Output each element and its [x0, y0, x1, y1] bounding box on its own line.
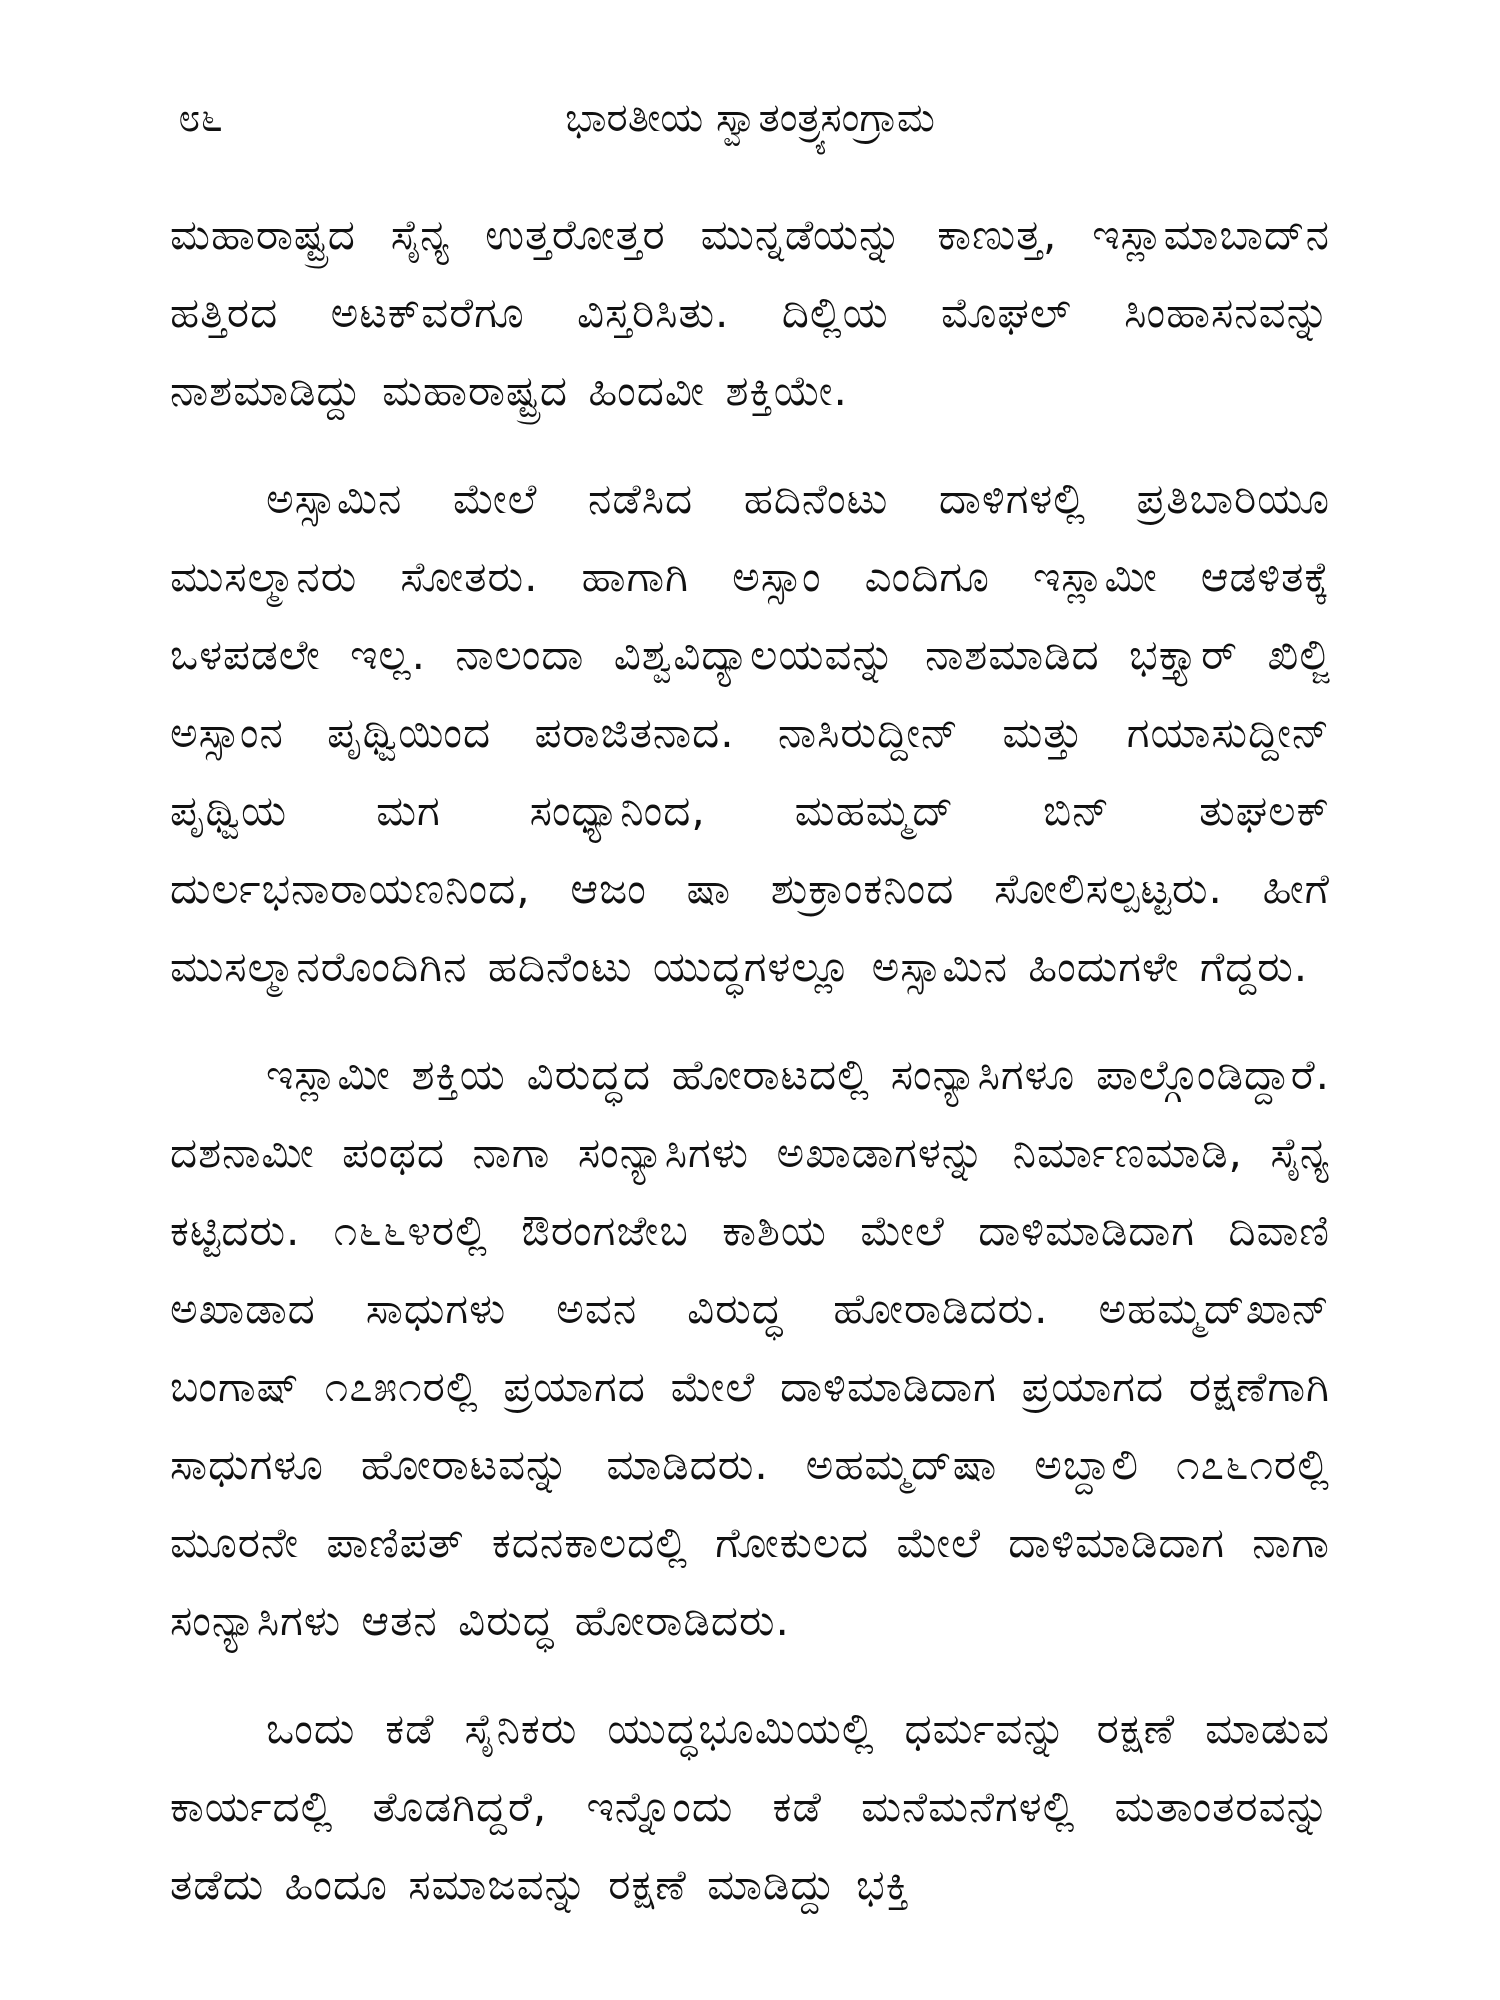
running-header [170, 88, 1330, 148]
paragraph-1: ಮಹಾರಾಷ್ಟ್ರದ ಸೈನ್ಯ ಉತ್ತರೋತ್ತರ ಮುನ್ನಡೆಯನ್ನು ಕಾಣುತ್ತ, ಇಸ್ಲಾಮಾಬಾದ್‌ನ ಹತ್ತಿರದ ಅಟಕ್‌ವರೆಗೂ ವಿಸ್ತರಿಸಿತು. ದಿಲ್ಲಿಯ ಮೊಘಲ್ ಸಿಂಹಾಸನವನ್ನು ನಾಶಮಾಡಿದ್ದು ಮಹಾರಾಷ್ಟ್ರದ ಹಿಂದವೀ ಶಕ್ತಿಯೇ. [170, 210, 1330, 415]
running-title: ಭಾರತೀಯ ಸ್ವಾತಂತ್ರ್ಯಸಂಗ್ರಾಮ [565, 95, 935, 141]
paragraph-3: ಇಸ್ಲಾಮೀ ಶಕ್ತಿಯ ವಿರುದ್ಧದ ಹೋರಾಟದಲ್ಲಿ ಸಂನ್ಯಾಸಿಗಳೂ ಪಾಲ್ಗೊಂಡಿದ್ದಾರೆ. ದಶನಾಮೀ ಪಂಥದ ನಾಗಾ ಸಂನ್ಯಾಸಿಗಳು ಅಖಾಡಾಗಳನ್ನು ನಿರ್ಮಾಣಮಾಡಿ, ಸೈನ್ಯ ಕಟ್ಟಿದರು. ೧೬೬೪ರಲ್ಲಿ ಔರಂಗಜೇಬ ಕಾಶಿಯ ಮೇಲೆ ದಾಳಿಮಾಡಿದಾಗ ದಿವಾಣಿ ಅಖಾಡಾದ ಸಾಧುಗಳು ಅವನ ವಿರುದ್ಧ ಹೋರಾಡಿದರು. ಅಹಮ್ಮದ್‌ಖಾನ್ ಬಂಗಾಷ್ ೧೭೫೧ರಲ್ಲಿ ಪ್ರಯಾಗದ ಮೇಲೆ ದಾಳಿಮಾಡಿದಾಗ ಪ್ರಯಾಗದ ರಕ್ಷಣೆಗಾಗಿ ಸಾಧುಗಳೂ ಹೋರಾಟವನ್ನು ಮಾಡಿದರು. ಅಹಮ್ಮದ್‌ಷಾ ಅಬ್ದಾಲಿ ೧೭೬೧ರಲ್ಲಿ ಮೂರನೇ ಪಾಣಿಪತ್ ಕದನಕಾಲದಲ್ಲಿ ಗೋಕುಲದ ಮೇಲೆ ದಾಳಿಮಾಡಿದಾಗ ನಾಗಾ ಸಂನ್ಯಾಸಿಗಳು ಆತನ ವಿರುದ್ಧ ಹೋರಾಡಿದರು. [170, 1050, 1330, 1645]
paragraph-2: ಅಸ್ಸಾಮಿನ ಮೇಲೆ ನಡೆಸಿದ ಹದಿನೆಂಟು ದಾಳಿಗಳಲ್ಲಿ ಪ್ರತಿಬಾರಿಯೂ ಮುಸಲ್ಮಾನರು ಸೋತರು. ಹಾಗಾಗಿ ಅಸ್ಸಾಂ ಎಂದಿಗೂ ಇಸ್ಲಾಮೀ ಆಡಳಿತಕ್ಕೆ ಒಳಪಡಲೇ ಇಲ್ಲ. ನಾಲಂದಾ ವಿಶ್ವವಿದ್ಯಾಲಯವನ್ನು ನಾಶಮಾಡಿದ ಭಕ್ತ್ಯಾರ್ ಖಿಲ್ಜಿ ಅಸ್ಸಾಂನ ಪೃಥ್ವಿಯಿಂದ ಪರಾಜಿತನಾದ. ನಾಸಿರುದ್ದೀನ್ ಮತ್ತು ಗಯಾಸುದ್ದೀನ್ ಪೃಥ್ವಿಯ ಮಗ ಸಂಧ್ಯಾನಿಂದ, ಮಹಮ್ಮದ್ ಬಿನ್ ತುಘಲಕ್ ದುರ್ಲಭನಾರಾಯಣನಿಂದ, ಆಜಂ ಷಾ ಶುಕ್ರಾಂಕನಿಂದ ಸೋಲಿಸಲ್ಪಟ್ಟರು. ಹೀಗೆ ಮುಸಲ್ಮಾನರೊಂದಿಗಿನ ಹದಿನೆಂಟು ಯುದ್ಧಗಳಲ್ಲೂ ಅಸ್ಸಾಮಿನ ಹಿಂದುಗಳೇ ಗೆದ್ದರು. [170, 474, 1330, 991]
paragraph-4: ಒಂದು ಕಡೆ ಸೈನಿಕರು ಯುದ್ಧಭೂಮಿಯಲ್ಲಿ ಧರ್ಮವನ್ನು ರಕ್ಷಣೆ ಮಾಡುವ ಕಾರ್ಯದಲ್ಲಿ ತೊಡಗಿದ್ದರೆ, ಇನ್ನೊಂದು ಕಡೆ ಮನೆಮನೆಗಳಲ್ಲಿ ಮತಾಂತರವನ್ನು ತಡೆದು ಹಿಂದೂ ಸಮಾಜವನ್ನು ರಕ್ಷಣೆ ಮಾಡಿದ್ದು ಭಕ್ತಿ [170, 1704, 1330, 1909]
body-text [170, 196, 1330, 1924]
page-number: ೮೬ [178, 95, 223, 141]
